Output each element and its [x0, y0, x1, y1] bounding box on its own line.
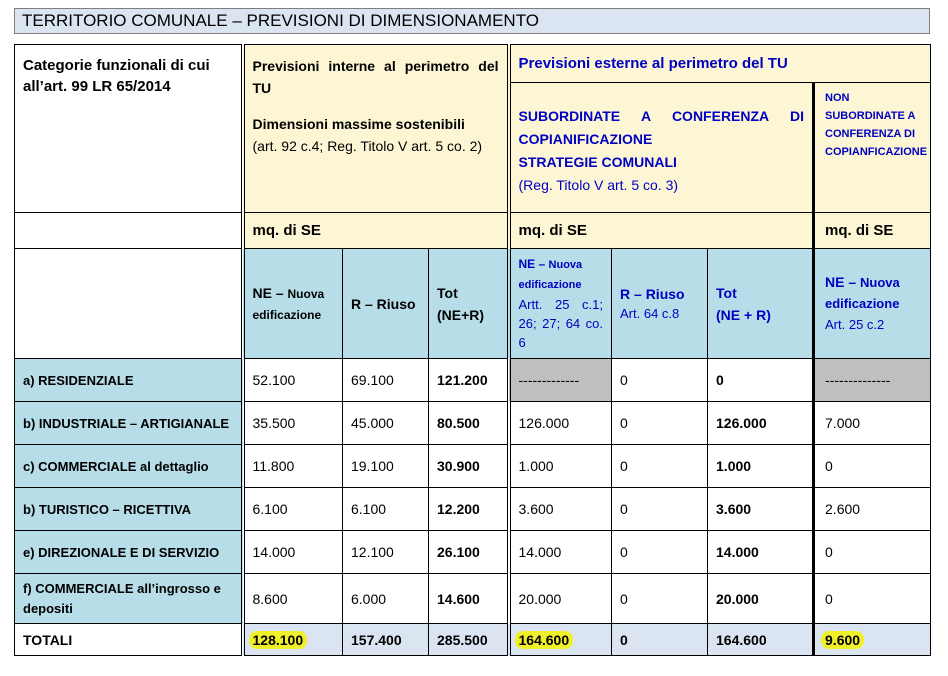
- cell-ext-tot: 1.000: [708, 445, 814, 488]
- table-row: [15, 359, 931, 402]
- interne-sub-ref: (art. 92 c.4; Reg. Titolo V art. 5 co. 2): [252, 138, 483, 154]
- row-category: c) COMMERCIALE al dettaglio: [15, 445, 243, 488]
- cell-r: 12.100: [343, 531, 429, 574]
- ext-r-label: R – Riuso: [620, 285, 685, 302]
- ext-tot-ner: (NE + R): [716, 306, 771, 323]
- cell-tot: 121.200: [429, 359, 509, 402]
- categories-spacer: [15, 213, 243, 249]
- cell-ne: 52.100: [243, 359, 343, 402]
- ne-header: [243, 249, 343, 359]
- non-subordinate-mq: mq. di SE: [814, 213, 931, 249]
- total-ext-r: 0: [612, 624, 708, 656]
- table-row: [15, 531, 931, 574]
- r-header: R – Riuso: [343, 249, 429, 359]
- ext-tot-label: Tot: [716, 284, 737, 301]
- subordinate-line1: SUBORDINATE A CONFERENZA DI COPIANIFICAZIONE: [518, 108, 805, 147]
- non-ne-ref: Art. 25 c.2: [825, 317, 885, 332]
- tot-header-label: Tot: [437, 284, 458, 301]
- total-non-ne: [814, 624, 931, 656]
- table-row: [15, 445, 931, 488]
- total-ne: [243, 624, 343, 656]
- cell-tot: 30.900: [429, 445, 509, 488]
- cell-non-ne: --------------: [814, 359, 931, 402]
- non-subordinate-header: NON SUBORDINATE A CONFERENZA DI COPIANFICAZIONE: [814, 83, 931, 213]
- cell-ext-r: 0: [612, 402, 708, 445]
- cell-ext-tot: 3.600: [708, 488, 814, 531]
- cell-ext-r: 0: [612, 359, 708, 402]
- cell-non-ne: 0: [814, 531, 931, 574]
- tot-header-ner: (NE+R): [437, 306, 485, 323]
- cell-r: 69.100: [343, 359, 429, 402]
- cell-ext-tot: 14.000: [708, 531, 814, 574]
- cell-ne: 11.800: [243, 445, 343, 488]
- total-tot: 285.500: [429, 624, 509, 656]
- ext-ne-bold: NE –: [518, 257, 546, 271]
- totals-row: [15, 624, 931, 656]
- subordinate-ref: (Reg. Titolo V art. 5 co. 3): [518, 177, 679, 193]
- esterne-title: Previsioni esterne al perimetro del TU: [509, 45, 931, 83]
- cell-ext-ne: 14.000: [509, 531, 612, 574]
- interne-sub-bold: Dimensioni massime sostenibili: [252, 116, 465, 132]
- ne-header-bold: NE –: [252, 284, 284, 301]
- row-category: b) INDUSTRIALE – ARTIGIANALE: [15, 402, 243, 445]
- ext-ne-header: [509, 249, 612, 359]
- subordinate-line2: STRATEGIE COMUNALI: [518, 154, 677, 170]
- dimensioning-table: [14, 44, 931, 656]
- row-category: b) TURISTICO – RICETTIVA: [15, 488, 243, 531]
- cell-non-ne: 0: [814, 574, 931, 624]
- cell-tot: 80.500: [429, 402, 509, 445]
- categories-header: Categorie funzionali di cui all’art. 99 LR 65/2014: [15, 45, 243, 213]
- cell-ne: 6.100: [243, 488, 343, 531]
- total-ext-ne: [509, 624, 612, 656]
- categories-spacer-2: [15, 249, 243, 359]
- table-row: [15, 402, 931, 445]
- cell-ne: 35.500: [243, 402, 343, 445]
- cell-non-ne: 2.600: [814, 488, 931, 531]
- cell-ext-ne: 20.000: [509, 574, 612, 624]
- interne-title: Previsioni interne al perimetro del TU: [252, 58, 499, 96]
- cell-tot: 26.100: [429, 531, 509, 574]
- ext-r-ref: Art. 64 c.8: [620, 305, 680, 321]
- non-ne-header: [814, 249, 931, 359]
- page-title: TERRITORIO COMUNALE – PREVISIONI DI DIMENSIONAMENTO: [14, 8, 930, 34]
- table-row: [15, 488, 931, 531]
- total-non-ne-value: 9.600: [821, 631, 864, 649]
- cell-tot: 12.200: [429, 488, 509, 531]
- cell-r: 6.000: [343, 574, 429, 624]
- cell-ext-ne: -------------: [509, 359, 612, 402]
- table-row: [15, 574, 931, 624]
- cell-ext-ne: 1.000: [509, 445, 612, 488]
- cell-ext-r: 0: [612, 488, 708, 531]
- tot-header: [429, 249, 509, 359]
- row-category: a) RESIDENZIALE: [15, 359, 243, 402]
- cell-ext-ne: 3.600: [509, 488, 612, 531]
- cell-non-ne: 7.000: [814, 402, 931, 445]
- totals-label: TOTALI: [15, 624, 243, 656]
- cell-r: 19.100: [343, 445, 429, 488]
- cell-r: 45.000: [343, 402, 429, 445]
- cell-ext-r: 0: [612, 531, 708, 574]
- subordinate-header: [509, 83, 814, 213]
- non-ne-text: Nuova edificazione: [825, 275, 900, 311]
- cell-ext-tot: 20.000: [708, 574, 814, 624]
- row-category: e) DIREZIONALE E DI SERVIZIO: [15, 531, 243, 574]
- cell-ne: 8.600: [243, 574, 343, 624]
- ext-r-header: [612, 249, 708, 359]
- non-ne-bold: NE –: [825, 274, 857, 290]
- interne-mq: mq. di SE: [243, 213, 509, 249]
- total-ne-value: 128.100: [249, 631, 308, 649]
- ext-ne-text: Nuova edificazione: [518, 259, 583, 291]
- subordinate-mq: mq. di SE: [509, 213, 814, 249]
- cell-ext-tot: 0: [708, 359, 814, 402]
- ne-header-text: Nuova edificazione: [252, 286, 325, 322]
- interne-header: [243, 45, 509, 213]
- cell-ext-ne: 126.000: [509, 402, 612, 445]
- cell-ext-r: 0: [612, 445, 708, 488]
- ext-tot-header: [708, 249, 814, 359]
- total-r: 157.400: [343, 624, 429, 656]
- cell-non-ne: 0: [814, 445, 931, 488]
- total-ext-ne-value: 164.600: [515, 631, 574, 649]
- cell-ne: 14.000: [243, 531, 343, 574]
- cell-ext-r: 0: [612, 574, 708, 624]
- cell-ext-tot: 126.000: [708, 402, 814, 445]
- cell-r: 6.100: [343, 488, 429, 531]
- row-category: f) COMMERCIALE all’ingrosso e depositi: [15, 574, 243, 624]
- ext-ne-ref: Artt. 25 c.1; 26; 27; 64 co. 6: [518, 297, 604, 350]
- cell-tot: 14.600: [429, 574, 509, 624]
- total-ext-tot: 164.600: [708, 624, 814, 656]
